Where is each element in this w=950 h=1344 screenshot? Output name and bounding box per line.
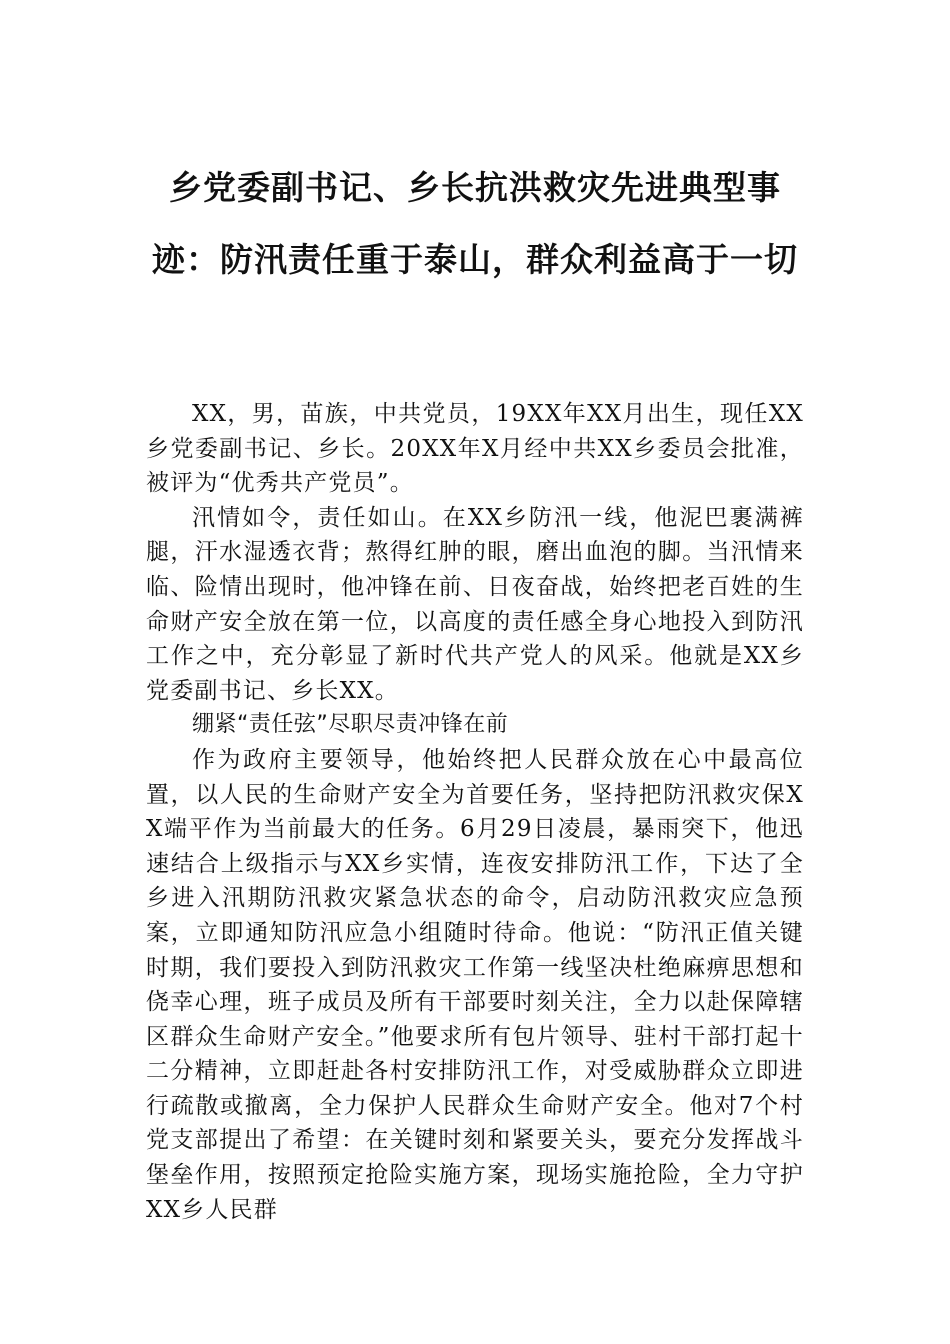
section-heading: 绷紧“责任弦”尽职尽责冲锋在前 (192, 712, 509, 738)
section-paragraph: 作为政府主要领导，他始终把人民群众放在心中最高位置，以人民的生命财产安全为首要任务，坚持把防汛救灾保XX端平作为当前最大的任务。6月29日凌晨，暴雨突下，他迅速结合上级指示与XX乡实情，连夜安排防汛工作，下达了全乡进入汛期防汛救灾紧急状态的命令，启动防汛救灾应急预案，立即通知防汛应急小组随时待命。他说：“防汛正值关键时期，我们要投入到防汛救灾工作第一线坚决杜绝麻痹思想和侥幸心理，班子成员及所有干部要时刻关注，全力以赴保障辖区群众生命财产安全。”他要求所有包片领导、驻村干部打起十二分精神，立即赶赴各村安排防汛工作，对受威胁群众立即进行疏散或撤离，全力保护人民群众生命财产安全。他对7个村党支部提出了希望：在关键时刻和紧要关头，要充分发挥战斗堡垒作用，按照预定抢险实施方案，现场实施抢险，全力守护XX乡人民群 (146, 746, 804, 1223)
document-body (146, 397, 804, 1227)
intro-paragraph: XX，男，苗族，中共党员，19XX年XX月出生，现任XX乡党委副书记、乡长。20XX年X月经中共XX乡委员会批准，被评为“优秀共产党员”。 (146, 401, 804, 497)
flood-situation-paragraph: 汛情如令，责任如山。在XX乡防汛一线，他泥巴裹满裤腿，汗水湿透衣背；熬得红肿的眼，磨出血泡的脚。当汛情来临、险情出现时，他冲锋在前、日夜奋战，始终把老百姓的生命财产安全放在第一位，以高度的责任感全身心地投入到防汛工作之中，充分彰显了新时代共产党人的风采。他就是XX乡党委副书记、乡长XX。 (146, 504, 804, 704)
document-title: 乡党委副书记、乡长抗洪救灾先进典型事迹：防汛责任重于泰山，群众利益高于一切 (152, 168, 798, 279)
